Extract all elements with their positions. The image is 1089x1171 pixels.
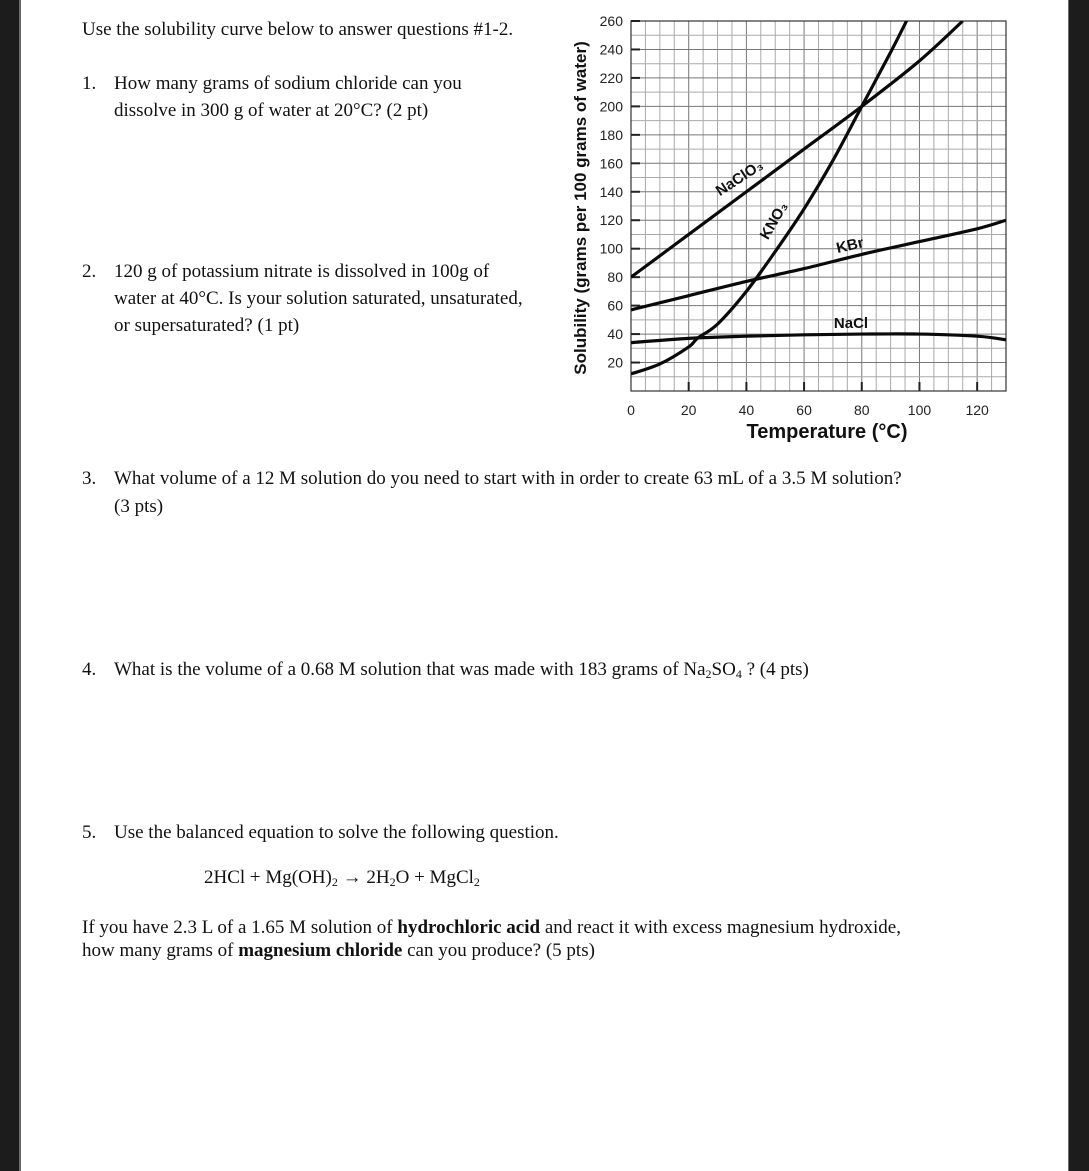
svg-text:120: 120 xyxy=(599,212,623,229)
svg-text:60: 60 xyxy=(796,402,812,418)
svg-text:20: 20 xyxy=(607,354,623,371)
svg-text:40: 40 xyxy=(607,326,623,343)
svg-text:120: 120 xyxy=(965,402,989,418)
svg-text:Solubility (grams per 100 gram: Solubility (grams per 100 grams of water) xyxy=(571,41,590,375)
series-label-KBr: KBr xyxy=(834,234,866,257)
svg-text:20: 20 xyxy=(680,402,697,418)
question-text-line: or supersaturated? (1 pt) xyxy=(114,315,300,336)
question-text-line: What volume of a 12 M solution do you need to start with in order to create 63 mL of a 3.5 M solution? xyxy=(114,468,902,489)
balanced-equation: $2HCl + Mg(OH)_2 \to 2H_2O$ + MgCl$_2$ xyxy=(204,867,480,889)
svg-text:40: 40 xyxy=(738,402,755,418)
svg-text:140: 140 xyxy=(599,183,623,200)
svg-text:160: 160 xyxy=(599,155,623,172)
worksheet-page xyxy=(21,0,1068,1171)
svg-text:60: 60 xyxy=(607,297,623,314)
question-number: 3. xyxy=(82,468,97,489)
question-number: 1. xyxy=(82,73,97,94)
question-text-line: (3 pts) xyxy=(114,496,164,517)
series-label-NaCl: NaCl xyxy=(833,315,869,332)
svg-text:100: 100 xyxy=(907,402,932,418)
question-number: 4. xyxy=(82,659,97,680)
svg-text:80: 80 xyxy=(853,402,870,418)
svg-text:260: 260 xyxy=(599,13,623,29)
question-number: 2. xyxy=(82,261,97,282)
question-text-line: water at 40°C. Is your solution saturated, unsaturated, xyxy=(114,288,523,309)
series-label-NaClO3: NaClO₃ xyxy=(712,156,767,200)
svg-text:Temperature (°C): Temperature (°C) xyxy=(746,421,908,443)
question-text-line: How many grams of sodium chloride can you xyxy=(114,73,462,94)
svg-text:80: 80 xyxy=(607,269,623,286)
svg-text:100: 100 xyxy=(599,240,623,257)
series-label-KNO3: KNO₃ xyxy=(756,199,792,243)
question-text-line: Use the balanced equation to solve the following question. xyxy=(114,822,559,843)
svg-text:240: 240 xyxy=(599,41,623,58)
svg-text:180: 180 xyxy=(599,126,623,143)
intro-text: Use the solubility curve below to answer questions #1-2. xyxy=(82,19,514,40)
question-text-line: What is the volume of a 0.68 M solution that was made with 183 grams of $Na_2SO_4$ ? (4 pts) xyxy=(114,659,809,681)
svg-text:200: 200 xyxy=(599,98,623,115)
question-text-line: dissolve in 300 g of water at 20°C? (2 pt) xyxy=(114,100,429,121)
question-number: 5. xyxy=(82,822,97,843)
svg-text:220: 220 xyxy=(599,69,623,86)
question-5-prompt-line-1: If you have 2.3 L of a 1.65 M solution of hydrochloric acid and react it with excess magnesium hydroxide, xyxy=(82,917,901,938)
question-5-prompt-line-2: how many grams of magnesium chloride can you produce? (5 pts) xyxy=(82,940,595,961)
question-text-line: 120 g of potassium nitrate is dissolved in 100g of xyxy=(114,261,490,282)
svg-text:0: 0 xyxy=(627,402,635,418)
